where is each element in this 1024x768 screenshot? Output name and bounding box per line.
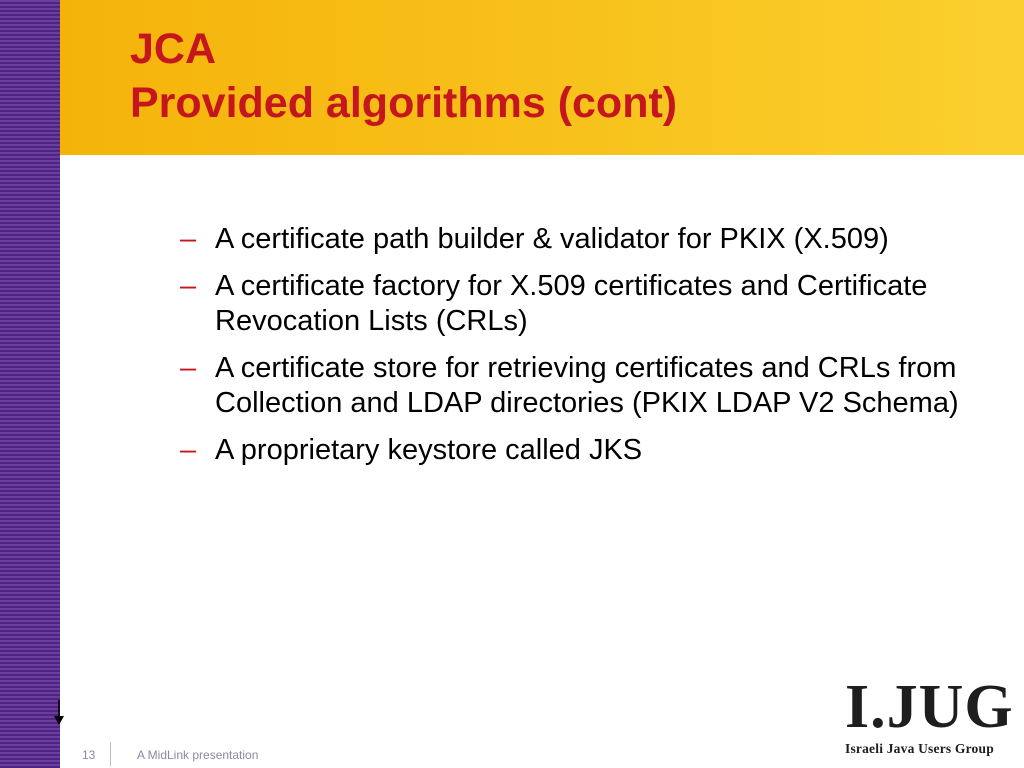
ijug-logo [845,673,1017,760]
bullet-dash: – [180,270,197,302]
logo-main-text: I.JUG [845,673,1014,741]
footer-divider [110,742,111,766]
bullet-text: A certificate path builder & validator for PKIX (X.509) [215,223,889,255]
left-decorative-bar [0,0,60,768]
bullet-item [180,222,1015,257]
bullet-item [180,351,1015,421]
footer-text: A MidLink presentation [137,748,259,762]
bullet-dash: – [180,352,197,384]
bullet-text: A certificate store for retrieving certificates and CRLs from Collection and LDAP directories (PKIX LDAP V2 Schema) [215,352,959,419]
bullet-dash: – [180,434,197,466]
slide-title [130,22,677,130]
bullet-item [180,269,1015,339]
bullet-list [180,222,1015,480]
bullet-item [180,433,1015,468]
bullet-dash: – [180,223,197,255]
logo-subtitle: Israeli Java Users Group [845,741,994,756]
title-line-2: Provided algorithms (cont) [130,79,678,127]
title-line-1: JCA [130,25,217,73]
down-arrow-icon[interactable] [52,700,66,726]
bullet-text: A proprietary keystore called JKS [215,434,643,466]
bullet-text: A certificate factory for X.509 certificates and Certificate Revocation Lists (CRLs) [215,270,928,337]
page-number: 13 [82,748,96,762]
